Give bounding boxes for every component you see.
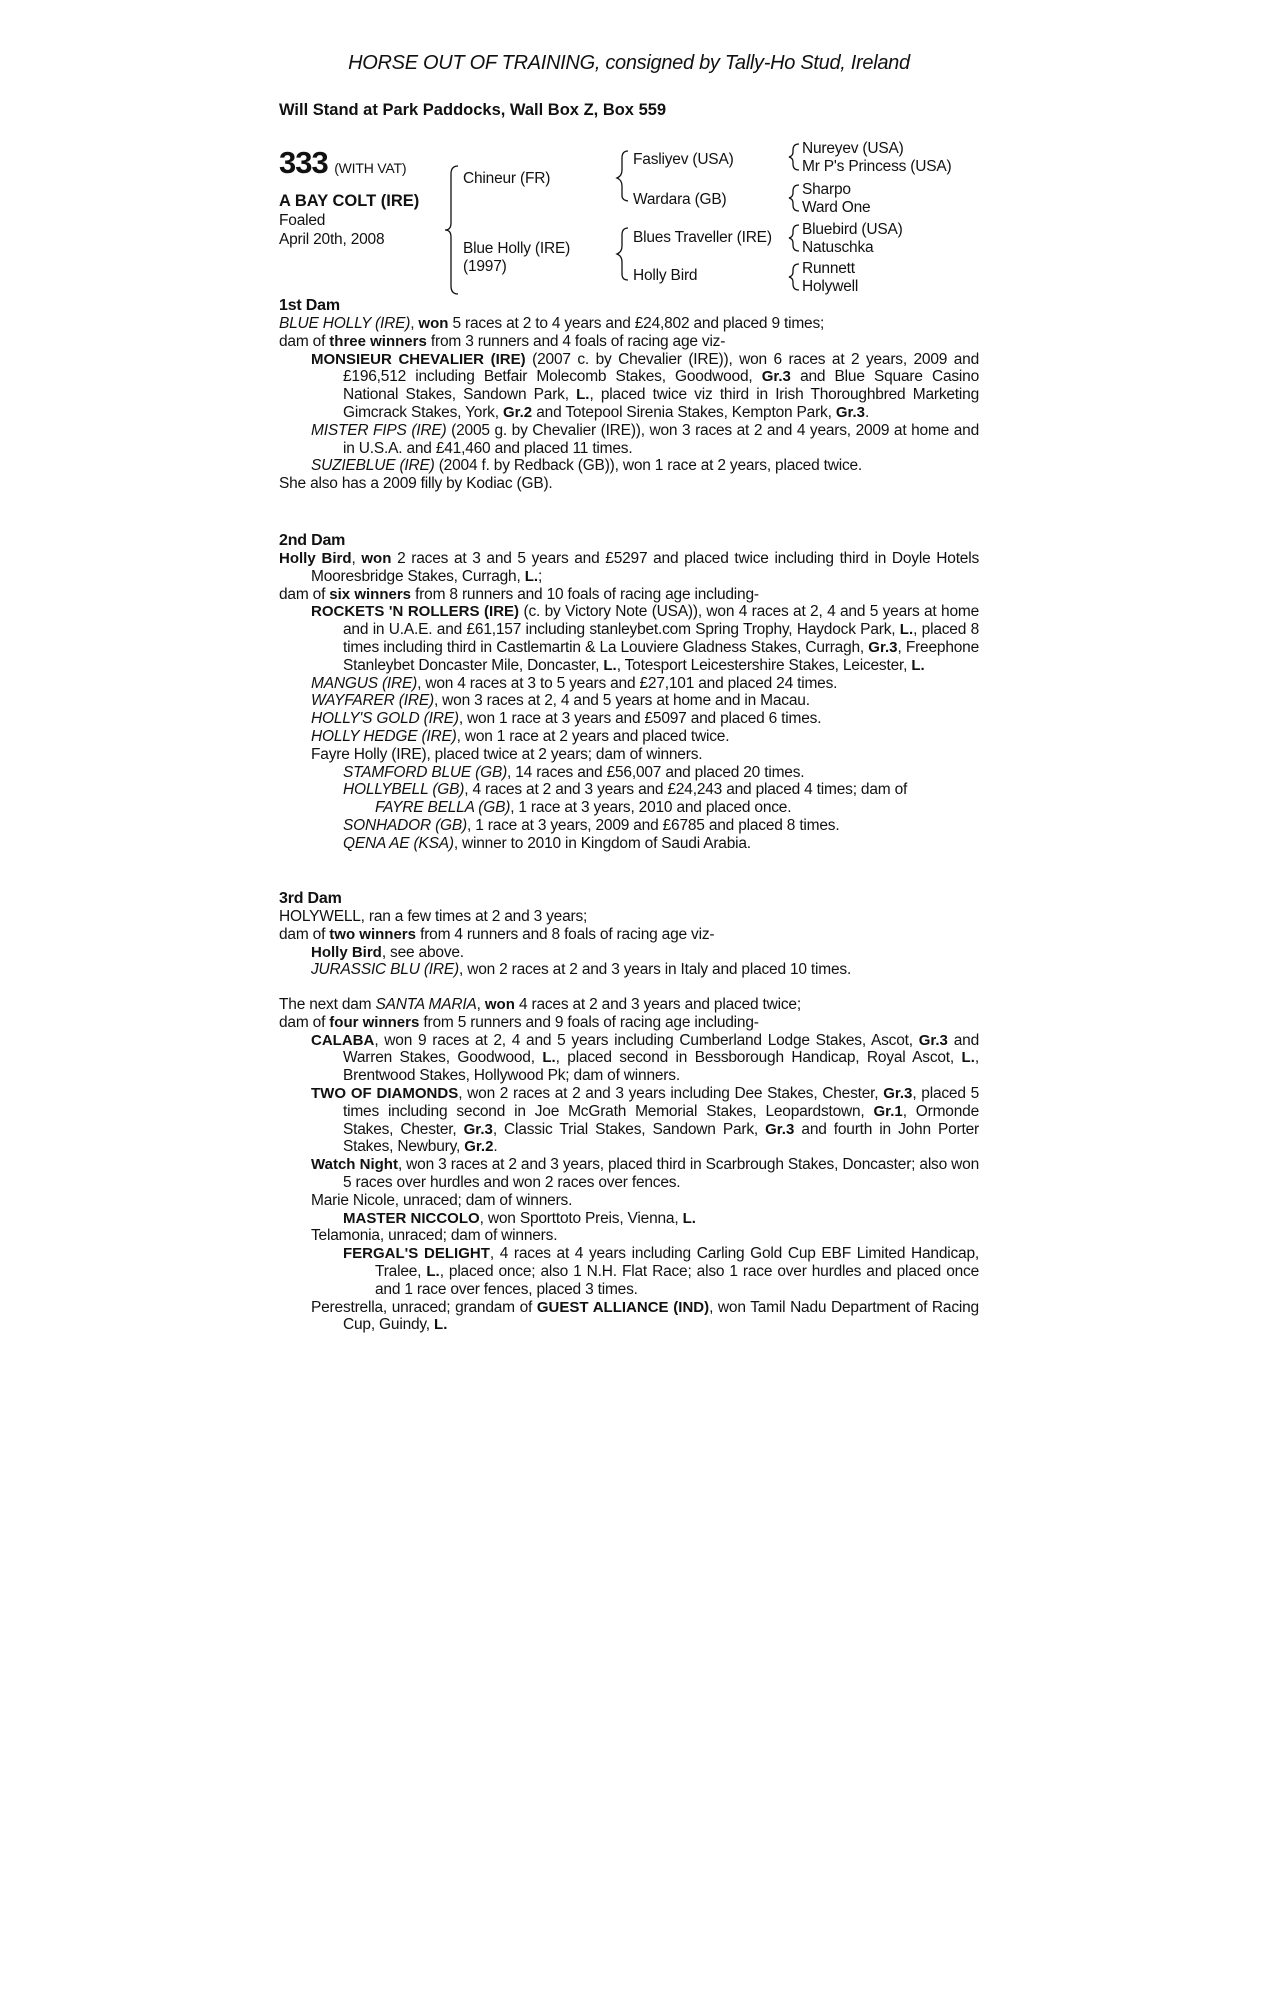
- entry-line: [279, 908, 979, 926]
- text: (2004 f. by Redback (GB)), won 1 race at 2 years, placed twice.: [434, 457, 863, 475]
- italic-text: HOLLY'S GOLD (IRE): [311, 710, 459, 728]
- entry-line: [279, 817, 979, 835]
- bold-text: Gr.3: [765, 1120, 795, 1138]
- foaled-date: April 20th, 2008: [279, 231, 385, 248]
- text: Marie Nicole, unraced; dam of winners.: [311, 1191, 573, 1209]
- entry-line: [279, 835, 979, 853]
- second-dam-title: 2nd Dam: [279, 532, 346, 549]
- entry-line: [279, 351, 979, 422]
- text: ,: [476, 996, 485, 1013]
- horse-name: A BAY COLT (IRE): [279, 192, 420, 210]
- text: , won 9 races at 2, 4 and 5 years including Cumberland Lodge Stakes, Ascot,: [374, 1031, 919, 1049]
- italic-text: SANTA MARIA: [375, 996, 477, 1013]
- entry-line: [279, 675, 979, 693]
- bold-text: two winners: [329, 925, 416, 943]
- text: , Ormonde Stakes, Chester,: [343, 1102, 979, 1138]
- entry-line: [279, 603, 979, 674]
- text: , won 1 race at 2 years and placed twice.: [456, 727, 730, 745]
- vat-note: (WITH VAT): [334, 160, 407, 176]
- italic-text: MISTER FIPS (IRE): [311, 421, 447, 439]
- bold-text: Gr.3: [463, 1120, 493, 1138]
- entry-line: [279, 692, 979, 710]
- bold-text: L.: [911, 656, 925, 674]
- dam: Blue Holly (IRE): [463, 240, 571, 257]
- text: , Brentwood Stakes, Hollywood Pk; dam of winners.: [343, 1049, 979, 1085]
- ancestor-3: Sharpo: [802, 181, 851, 198]
- text: , 1 race at 3 years, 2009 and £6785 and placed 8 times.: [467, 816, 840, 834]
- next-dam-section: [279, 996, 979, 1334]
- italic-text: QENA AE (KSA): [343, 834, 454, 852]
- text: dam of: [279, 332, 330, 350]
- text: dam of: [279, 1013, 330, 1031]
- bold-text: three winners: [329, 332, 427, 350]
- italic-text: FAYRE BELLA (GB): [375, 799, 511, 817]
- first-dam-lines: [279, 315, 979, 493]
- text: , see above.: [381, 943, 464, 961]
- entry-line: [279, 1085, 979, 1156]
- text: Perestrella, unraced; grandam of: [311, 1298, 537, 1316]
- next-dam-lines: [279, 996, 979, 1334]
- ancestor-2: Mr P's Princess (USA): [802, 158, 952, 175]
- text: (2007 c. by Chevalier (IRE)), won 6 races at 2 years, 2009 and £196,512 including Betfair Molecomb Stakes, Goodwood,: [343, 350, 979, 386]
- entry-line: [279, 1032, 979, 1085]
- text: , winner to 2010 in Kingdom of Saudi Arabia.: [453, 834, 751, 852]
- italic-text: HOLLY HEDGE (IRE): [311, 727, 457, 745]
- text: .: [493, 1138, 498, 1156]
- stabling-location: Will Stand at Park Paddocks, Wall Box Z, Box 559: [279, 101, 667, 119]
- text: from 4 runners and 8 foals of racing age viz-: [415, 925, 715, 943]
- bold-text: Watch Night: [311, 1156, 398, 1174]
- bold-text: Gr.1: [873, 1102, 903, 1120]
- italic-text: BLUE HOLLY (IRE): [279, 315, 411, 332]
- text: (2005 g. by Chevalier (IRE)), won 3 races at 2 and 4 years, 2009 at home and in U.S.A. and £41,460 and placed 11 times.: [343, 421, 979, 457]
- first-dam-section: [279, 297, 979, 493]
- entry-line: [279, 961, 979, 979]
- entry-line: [279, 1014, 979, 1032]
- ancestor-6: Natuschka: [802, 239, 874, 256]
- text: , 14 races and £56,007 and placed 20 times.: [507, 763, 805, 781]
- sire-dam: Wardara (GB): [633, 191, 727, 208]
- entry-line: [279, 333, 979, 351]
- lot-number: 333: [279, 145, 328, 180]
- text: The next dam: [279, 996, 376, 1013]
- bold-text: L.: [899, 621, 914, 639]
- first-dam-title: 1st Dam: [279, 297, 340, 314]
- entry-line: [279, 1156, 979, 1192]
- text: 5 races at 2 to 4 years and £24,802 and placed 9 times;: [448, 315, 825, 332]
- bracket-sire-line: [617, 151, 628, 190]
- bold-text: Holly Bird: [311, 943, 382, 961]
- entry-line: [279, 457, 979, 475]
- bold-text: L.: [542, 1049, 556, 1067]
- italic-text: SUZIEBLUE (IRE): [311, 457, 435, 475]
- entry-line: [279, 586, 979, 604]
- text: , placed 8 times including third in Castlemartin & La Louviere Gladness Stakes, Curragh,: [343, 621, 980, 656]
- bold-text: Holly Bird: [279, 550, 352, 567]
- text: , Classic Trial Stakes, Sandown Park,: [492, 1120, 766, 1138]
- entry-line: [279, 1299, 979, 1335]
- text: from 8 runners and 10 foals of racing age including-: [411, 585, 759, 603]
- bold-text: ROCKETS 'N ROLLERS (IRE): [311, 603, 520, 621]
- bold-text: won: [361, 550, 392, 567]
- text: , Freephone Stanleybet Doncaster Mile, Doncaster,: [343, 638, 979, 674]
- text: , 4 races at 4 years including Carling Gold Cup EBF Limited Handicap, Tralee,: [375, 1245, 979, 1280]
- dam-year: (1997): [463, 258, 507, 275]
- bold-text: MONSIEUR CHEVALIER (IRE): [311, 350, 526, 368]
- sire-sire: Fasliyev (USA): [633, 151, 734, 168]
- bold-text: L.: [603, 656, 617, 674]
- text: and Blue Square Casino National Stakes, Sandown Park,: [343, 368, 979, 404]
- entry-line: [279, 996, 979, 1014]
- bold-text: won: [484, 996, 515, 1013]
- entry-line: [279, 475, 979, 493]
- text: .: [865, 403, 870, 421]
- italic-text: JURASSIC BLU (IRE): [311, 961, 459, 979]
- bold-text: four winners: [329, 1013, 420, 1031]
- text: , won Sporttoto Preis, Vienna,: [479, 1209, 683, 1227]
- text: , won 2 races at 2 and 3 years in Italy and placed 10 times.: [458, 961, 852, 979]
- bracket-dam-line: [617, 228, 628, 280]
- entry-line: [279, 799, 979, 817]
- text: Telamonia, unraced; dam of winners.: [311, 1227, 558, 1245]
- third-dam-lines: [279, 908, 979, 979]
- bracket-parents: [445, 166, 458, 294]
- italic-text: SONHADOR (GB): [343, 816, 467, 834]
- entry-line: [279, 1192, 979, 1210]
- third-dam-section: [279, 890, 979, 979]
- entry-line: [279, 1245, 979, 1298]
- bold-text: CALABA: [311, 1031, 375, 1049]
- sire: Chineur (FR): [463, 170, 551, 187]
- ancestor-8: Holywell: [802, 278, 859, 295]
- text: and Warren Stakes, Goodwood,: [343, 1031, 979, 1067]
- text: (c. by Victory Note (USA)), won 4 races at 2, 4 and 5 years at home and in U.A.E. and £61,157 including stanleybet.com Spring Trophy, Haydock Park,: [343, 603, 979, 639]
- text: and Totepool Sirenia Stakes, Kempton Park,: [532, 403, 836, 421]
- entry-line: [279, 926, 979, 944]
- text: , 4 races at 2 and 3 years and £24,243 and placed 4 times; dam of: [464, 781, 908, 799]
- ancestor-4: Ward One: [802, 199, 871, 216]
- bold-text: Gr.2: [464, 1138, 494, 1156]
- text: from 5 runners and 9 foals of racing age including-: [419, 1013, 759, 1031]
- bold-text: L.: [961, 1049, 975, 1067]
- entry-line: [279, 710, 979, 728]
- text: ,: [351, 550, 362, 567]
- text: Fayre Holly (IRE), placed twice at 2 years; dam of winners.: [311, 745, 703, 763]
- ancestor-7: Runnett: [802, 260, 855, 277]
- entry-line: [279, 550, 979, 586]
- foaled-label: Foaled: [279, 212, 326, 229]
- text: HOLYWELL, ran a few times at 2 and 3 years;: [279, 908, 588, 925]
- text: 2 races at 3 and 5 years and £5297 and placed twice including third in Doyle Hotels Mooresbridge Stakes, Curragh,: [311, 550, 980, 585]
- third-dam-title: 3rd Dam: [279, 890, 342, 907]
- bold-text: TWO OF DIAMONDS: [311, 1084, 459, 1102]
- bold-text: L.: [576, 386, 590, 404]
- text: dam of: [279, 585, 330, 603]
- bold-text: L.: [682, 1209, 696, 1227]
- text: , placed second in Bessborough Handicap, Royal Ascot,: [555, 1049, 962, 1067]
- text: 4 races at 2 and 3 years and placed twice;: [514, 996, 801, 1013]
- text: , won Tamil Nadu Department of Racing Cup, Guindy,: [343, 1298, 979, 1334]
- entry-line: [279, 315, 979, 333]
- bold-text: GUEST ALLIANCE (IND): [536, 1298, 710, 1316]
- bold-text: Gr.3: [761, 368, 791, 386]
- text: dam of: [279, 925, 330, 943]
- entry-line: [279, 746, 979, 764]
- text: and fourth in John Porter Stakes, Newbury,: [343, 1120, 980, 1156]
- bold-text: Gr.3: [868, 638, 898, 656]
- bold-text: Gr.2: [502, 403, 533, 421]
- italic-text: MANGUS (IRE): [311, 674, 418, 692]
- bold-text: Gr.3: [918, 1031, 948, 1049]
- entry-line: [279, 422, 979, 458]
- bold-text: Gr.3: [835, 403, 865, 421]
- bold-text: L.: [434, 1316, 448, 1334]
- text: , Totesport Leicestershire Stakes, Leicester,: [616, 656, 912, 674]
- entry-line: [279, 728, 979, 746]
- italic-text: STAMFORD BLUE (GB): [343, 763, 508, 781]
- text: , won 1 race at 3 years and £5097 and placed 6 times.: [458, 710, 822, 728]
- text: ;: [538, 567, 543, 585]
- italic-text: HOLLYBELL (GB): [343, 781, 465, 799]
- entry-line: [279, 1210, 979, 1228]
- entry-line: [279, 1227, 979, 1245]
- bold-text: won: [418, 315, 449, 332]
- text: , won 3 races at 2, 4 and 5 years at home and in Macau.: [433, 692, 810, 710]
- bold-text: Gr.3: [883, 1084, 913, 1102]
- text: ,: [410, 315, 419, 332]
- pedigree-table: [279, 140, 979, 305]
- text: from 3 runners and 4 foals of racing age viz-: [426, 332, 726, 350]
- text: , placed twice viz third in Irish Thoroughbred Marketing Gimcrack Stakes, York,: [343, 386, 979, 421]
- entry-line: [279, 781, 979, 799]
- text: , won 4 races at 3 to 5 years and £27,101 and placed 24 times.: [417, 674, 838, 692]
- consignor-header: HORSE OUT OF TRAINING, consigned by Tally-Ho Stud, Ireland: [348, 52, 910, 74]
- bold-text: MASTER NICCOLO: [343, 1209, 480, 1227]
- entry-line: [279, 944, 979, 962]
- text: , won 3 races at 2 and 3 years, placed third in Scarbrough Stakes, Doncaster; also won 5 races over hurdles and won 2 races over fences.: [343, 1156, 979, 1191]
- bold-text: L.: [426, 1262, 440, 1280]
- text: , won 2 races at 2 and 3 years including Dee Stakes, Chester,: [458, 1084, 884, 1102]
- text: , placed once; also 1 N.H. Flat Race; also 1 race over hurdles and placed once and 1 race over fences, placed 3 times.: [375, 1262, 980, 1298]
- text: , placed 5 times including second in Joe McGrath Memorial Stakes, Leopardstown,: [343, 1084, 979, 1120]
- text: She also has a 2009 filly by Kodiac (GB).: [279, 475, 553, 493]
- bold-text: L.: [524, 567, 539, 585]
- bold-text: FERGAL'S DELIGHT: [343, 1245, 490, 1263]
- text: , 1 race at 3 years, 2010 and placed once.: [510, 799, 792, 817]
- ancestor-1: Nureyev (USA): [802, 140, 904, 157]
- dam-dam: Holly Bird: [633, 267, 698, 284]
- ancestor-5: Bluebird (USA): [802, 221, 903, 238]
- dam-sire: Blues Traveller (IRE): [633, 229, 772, 246]
- second-dam-section: [279, 532, 979, 853]
- italic-text: WAYFARER (IRE): [311, 692, 434, 710]
- second-dam-lines: [279, 550, 979, 853]
- bold-text: six winners: [329, 585, 411, 603]
- entry-line: [279, 764, 979, 782]
